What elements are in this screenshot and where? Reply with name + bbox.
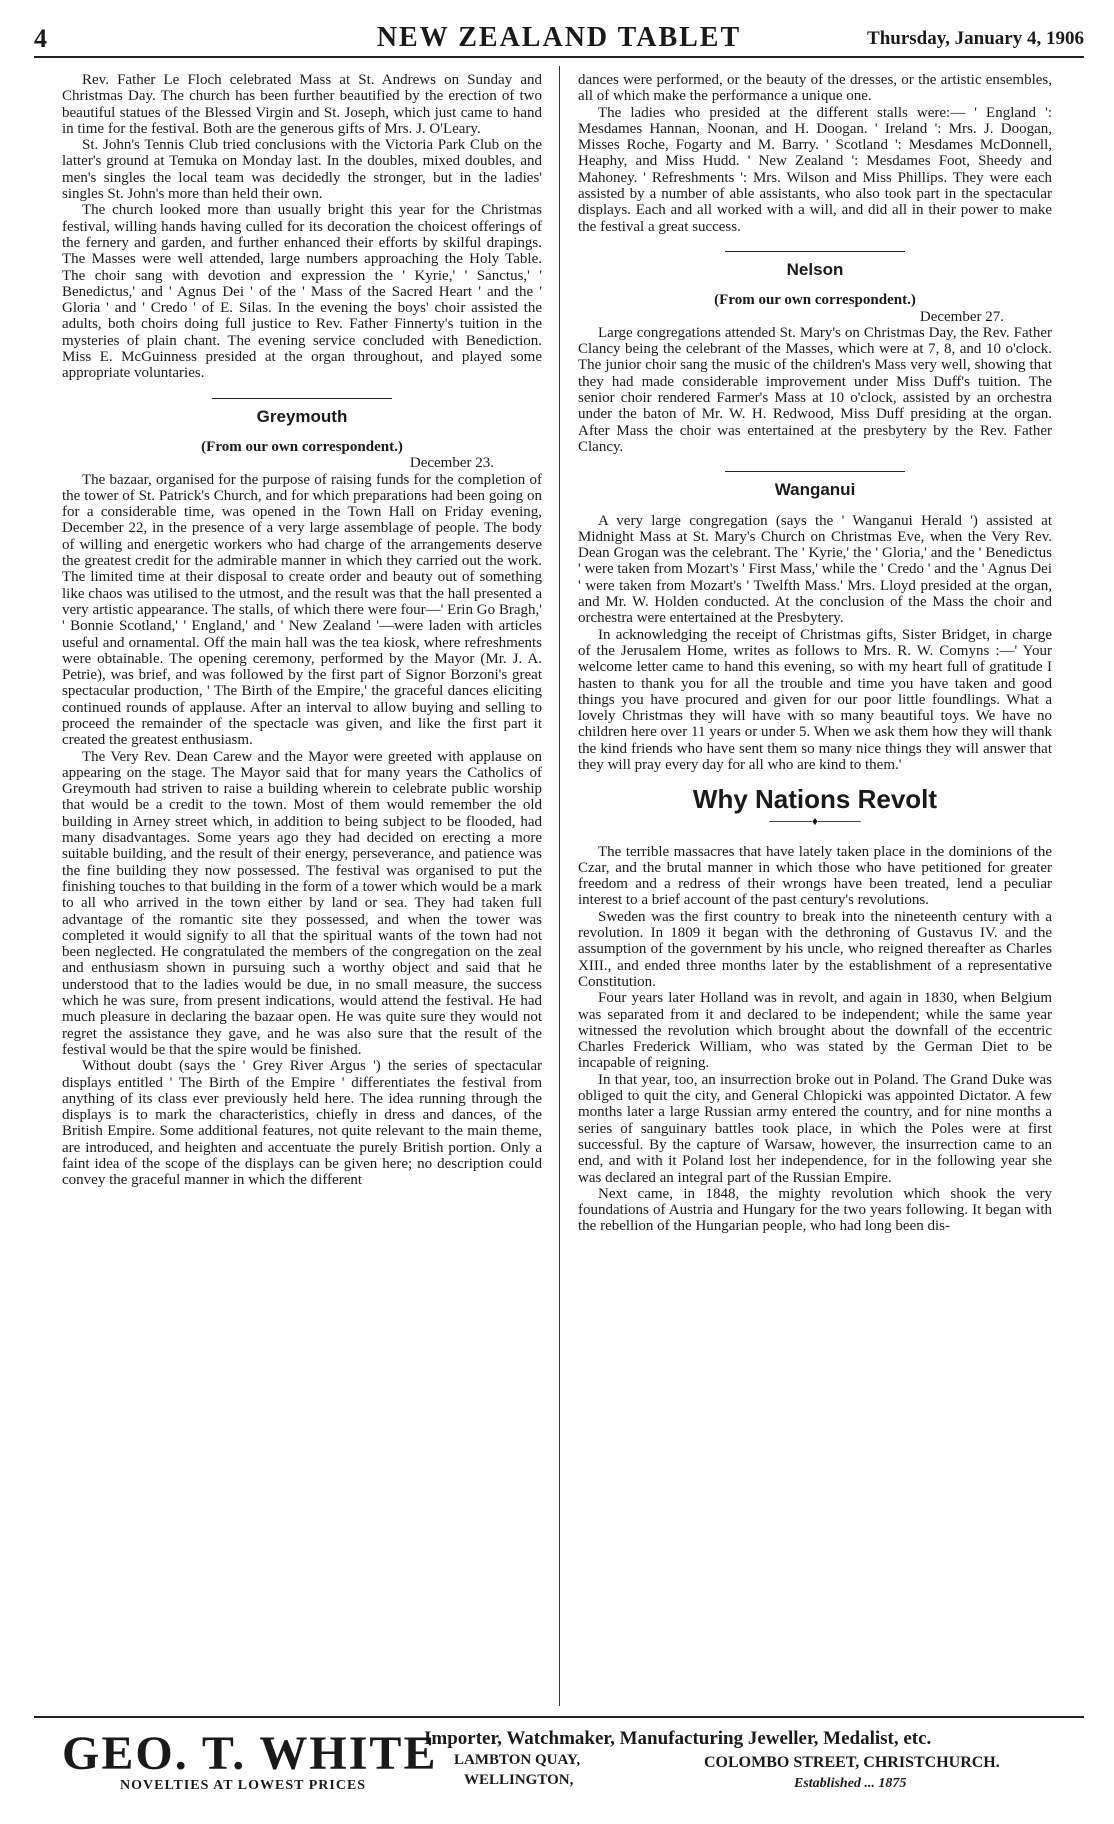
section-rule — [725, 251, 905, 252]
advertiser-city: WELLINGTON, — [464, 1772, 574, 1788]
paragraph: The ladies who presided at the different stalls were:— ' England ': Mesdames Hannan, Noonan, and H. Doogan. ' Ireland ': Mrs. J. Doogan, Misses Roche, Fogarty and M. Barry. ' Scotland ': Mesdames McDonnell, Heaphy, and Miss Hudd. ' New Zealand ': Mesdames Foot, Sheedy and Mahoney. ' Refreshments ': Mrs. Wilson and Miss Phillips. They were each assisted by a number of able assistants, who also took part in the spectacular displays. Each and all worked with a will, and did all in their power to make the festival a great success. — [578, 104, 1052, 235]
advertiser-trades: Importer, Watchmaker, Manufacturing Jeweller, Medalist, etc. — [424, 1728, 932, 1749]
paragraph: The terrible massacres that have lately taken place in the dominions of the Czar, and the brutal manner in which those who have petitioned for greater freedom and a redress of their wrongs have been treated, lend a peculiar interest to a brief account of the past century's revolutions. — [578, 843, 1052, 909]
paragraph: Four years later Holland was in revolt, and again in 1830, when Belgium was separated from it and declared to be independent; while the same year witnessed the revolution which brought about the downfall of the eccentric Charles Frederick William, who was stated by the German Diet to be incapable of reigning. — [578, 990, 1052, 1072]
paragraph: Large congregations attended St. Mary's on Christmas Day, the Rev. Father Clancy being the celebrant of the Masses, which were at 7, 8, and 10 o'clock. The junior choir sang the music of the children's Mass very well, showing that they had made considerable improvement under Miss Duff's tuition. The senior choir rendered Farmer's Mass at 10 o'clock, assisted by an orchestra under the baton of Mr. W. H. Redwood, Miss Duff presiding at the organ. After Mass the choir was entertained at the presbytery by the Rev. Father Clancy. — [578, 324, 1052, 455]
page-number: 4 — [34, 24, 47, 53]
paragraph: The church looked more than usually bright this year for the Christmas festival, willing hands having culled for its decoration the choicest offerings of the fernery and garden, and further enhanced their efforts by skilful drapings. The Masses were well attended, large numbers approaching the Holy Table. The choir sang with devotion and expression the ' Kyrie,' ' Sanctus,' ' Benedictus,' and ' Agnus Dei ' of the ' Mass of the Sacred Heart ' and the ' Gloria ' and ' Credo ' of E. Silas. In the evening the boys' choir assisted the adults, both choirs doing full justice to Rev. Father Finnerty's tuition in the mysteries of plain chant. The evening service concluded with Benediction. Miss E. McGuinness presided at the organ throughout, and played some appropriate voluntaries. — [62, 202, 542, 382]
paragraph: Sweden was the first country to break into the nineteenth century with a revolution. In 1809 it began with the dethroning of Gustavus IV. and the assumption of the government by his uncle, who reigned thereafter as Charles XIII., and ended three months later by the establishment of a representative Constitution. — [578, 908, 1052, 990]
advertisement-footer — [34, 1716, 1084, 1808]
ornament-rule-icon: ─────♦───── — [769, 813, 861, 828]
correspondent-line: (From our own correspondent.) — [714, 292, 916, 309]
paragraph: Without doubt (says the ' Grey River Argus ') the series of spectacular displays entitled ' The Birth of the Empire ' differentiates the festival from anything of its class ever previously held here. The idea running through the displays is to mark the characteristics, chiefly in dress and dances, of the British Empire. Some additional features, not quite relevant to the main theme, are introduced, and heighten and accentuate the purely British portion. Only a faint idea of the scope of the displays can be given here; no description could convey the graceful manner in which the different — [62, 1058, 542, 1189]
paragraph: Rev. Father Le Floch celebrated Mass at St. Andrews on Sunday and Christmas Day. The church has been further beautified by the erection of two beautiful statues of the Blessed Virgin and St. Joseph, which just came to hand in time for the festival. Both are the generous gifts of Mrs. J. O'Leary. — [62, 72, 542, 137]
right-column — [578, 72, 1052, 1235]
advertiser-tagline: NOVELTIES AT LOWEST PRICES — [120, 1778, 367, 1793]
section-heading-greymouth: Greymouth — [256, 406, 348, 426]
paragraph: St. John's Tennis Club tried conclusions with the Victoria Park Club on the latter's ground at Temuka on Monday last. In the doubles, mixed doubles, and men's singles the local team was decidedly the stronger, but in the ladies' singles St. John's more than held their own. — [62, 137, 542, 203]
left-column — [62, 72, 542, 1189]
page-header — [34, 24, 1084, 58]
section-rule — [212, 398, 392, 399]
column-divider — [559, 66, 560, 1706]
advertiser-established: Established ... 1875 — [794, 1776, 907, 1791]
paragraph: A very large congregation (says the ' Wanganui Herald ') assisted at Midnight Mass at St. Mary's Church on Christmas Eve, when the Very Rev. Dean Grogan was the celebrant. The ' Kyrie,' the ' Gloria,' and the ' Benedictus ' were taken from Mozart's ' First Mass,' while the ' Credo ' and the ' Agnus Dei ' were taken from Mozart's ' Twelfth Mass.' Mrs. Lloyd presided at the organ, and Mr. W. Holden conducted. At the conclusion of the Mass the choir and orchestra were entertained at the Presbytery. — [578, 512, 1052, 627]
paragraph: dances were performed, or the beauty of the dresses, or the artistic ensembles, all of which make the performance a unique one. — [578, 72, 1052, 105]
paragraph: Next came, in 1848, the mighty revolution which shook the very foundations of Austria and Hungary for the two years following. It began with the rebellion of the Hungarian people, who had long been dis- — [578, 1185, 1052, 1235]
section-rule — [725, 471, 905, 472]
paragraph: In acknowledging the receipt of Christmas gifts, Sister Bridget, in charge of the Jerusalem Home, writes as follows to Mrs. R. W. Comyns :—' Your welcome letter came to hand this evening, so with my heart full of gratitude I hasten to thank you for all the trouble and time you have taken and good things you have procured and given for our poor little foundlings. What a lovely Christmas they will have with so many beautiful toys. We have no children here over 11 years or under 5. When we ask them how they will thank the kind friends who have sent them so many nice things they will answer that they will pray every day for all who are kind to them.' — [578, 626, 1052, 773]
section-heading-wanganui: Wanganui — [774, 480, 856, 500]
paragraph: In that year, too, an insurrection broke out in Poland. The Grand Duke was obliged to quit the city, and General Chlopicki was appointed Dictator. A few months later a large Russian army entered the country, and for nine months a series of sanguinary battles took place, in which the Poles were at first successful. By the capture of Warsaw, however, the insurrection came to an end, and with it Poland lost her independence, for in the following year she was declared an integral part of the Russian Empire. — [578, 1071, 1052, 1186]
advertiser-street: LAMBTON QUAY, — [454, 1752, 581, 1768]
advertiser-address: COLOMBO STREET, CHRISTCHURCH. — [704, 1754, 1000, 1771]
dateline: December 23. — [409, 455, 494, 472]
paragraph: The Very Rev. Dean Carew and the Mayor were greeted with applause on appearing on the stage. The Mayor said that for many years the Catholics of Greymouth had striven to raise a building wherein to celebrate public worship that would be a credit to the town. Most of them would remember the old building in Arney street which, in addition to being subject to be flooded, had many disadvantages. Some years ago they had decided on erecting a more suitable building, and the result of their energy, perseverance, and patience was the fine building they now possessed. The festival was organised to put the finishing touches to that building in the form of a tower which would be a mark to all who arrived in the town either by land or sea. They had taken full advantage of the romantic site they possessed, and when the tower was completed it would signify to all that the spiritual wants of the town had not been neglected. He congratulated the members of the congregation on the zeal and enthusiasm shown in pursuing such a worthy object and said that he understood that to the ladies would be due, in no small measure, the success which he was sure, from present indications, would attend the festival. He had much pleasure in declaring the bazaar open. He was quite sure they would not regret the assistance they gave, and he was also sure that the result of the festival would be that the spire would be finished. — [62, 748, 542, 1058]
masthead-title: NEW ZEALAND TABLET — [376, 22, 742, 53]
correspondent-line: (From our own correspondent.) — [201, 438, 403, 455]
section-heading-nelson: Nelson — [786, 259, 844, 279]
paragraph: The bazaar, organised for the purpose of raising funds for the completion of the tower of St. Patrick's Church, and for which preparations had been going on for a considerable time, was opened in the Town Hall on Friday evening, December 22, in the presence of a very large assemblage of people. The body of willing and energetic workers who had charge of the arrangements deserve the greatest credit for the admirable manner in which they carried out the work. The limited time at their disposal to create order and beauty out of something like chaos was utilised to the utmost, and the result was that the hall presented a very artistic appearance. The stalls, of which there were four—' Erin Go Bragh,' ' Bonnie Scotland,' ' England,' and ' New Zealand '—were laden with articles useful and ornamental. Off the main hall was the tea kiosk, where refreshments were obtainable. The opening ceremony, performed by the Mayor (Mr. J. A. Petrie), was brief, and was followed by the first part of Signor Borzoni's great spectacular production, ' The Birth of the Empire,' the graceful dances eliciting continued rounds of applause. After an interval to allow buying and selling to proceed the remainder of the spectacle was given, and like the first part it created the greatest enthusiasm. — [62, 471, 542, 749]
dateline: December 27. — [919, 308, 1004, 325]
section-heading-why-nations-revolt: Why Nations Revolt — [692, 784, 938, 815]
issue-date: Thursday, January 4, 1906 — [867, 28, 1084, 49]
advertiser-name: GEO. T. WHITE — [62, 1727, 438, 1780]
